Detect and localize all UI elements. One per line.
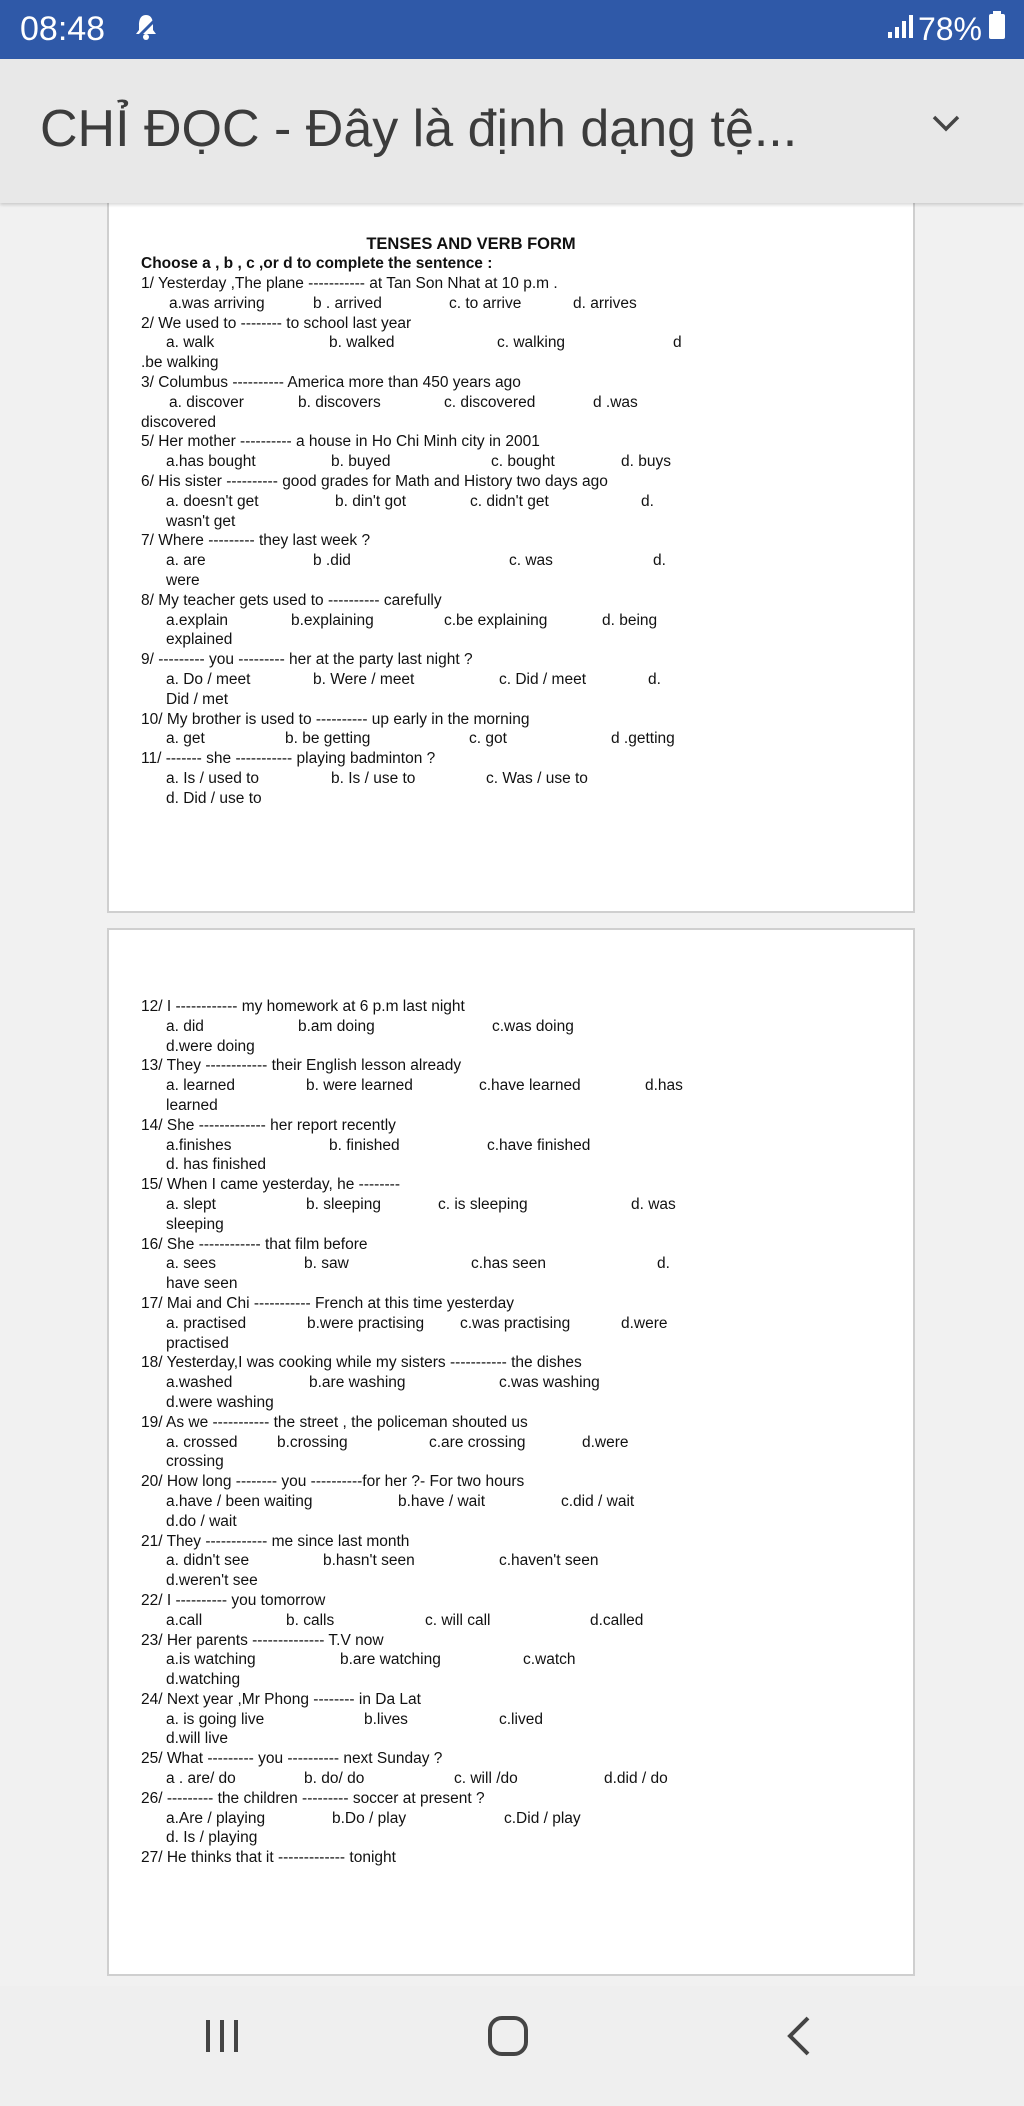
answer-option: b.Do / play — [332, 1809, 407, 1827]
answer-option: b. Is / use to — [331, 769, 416, 787]
answer-option: d — [673, 334, 682, 352]
question-text: 6/ His sister ---------- good grades for Math and History two days ago — [141, 472, 608, 490]
answer-option: a. get — [166, 730, 205, 748]
answer-options — [141, 1136, 801, 1156]
answer-options — [141, 551, 801, 571]
answer-option: c. got — [469, 730, 507, 748]
question-text: 7/ Where --------- they last week ? — [141, 532, 371, 550]
answer-option: d. arrives — [573, 294, 637, 312]
answer-option: a.is watching — [166, 1651, 256, 1669]
answer-option: d. — [653, 552, 666, 570]
answer-option: d.were — [621, 1314, 668, 1332]
answer-option-wrapped: practised — [166, 1334, 229, 1352]
home-button[interactable] — [486, 2014, 530, 2063]
answer-option: c. will /do — [454, 1770, 518, 1788]
answer-option: b.were practising — [307, 1314, 425, 1332]
answer-option-wrapped: crossing — [166, 1453, 224, 1471]
answer-option: b. buyed — [331, 453, 391, 471]
answer-option: b. calls — [286, 1611, 335, 1629]
answer-options — [141, 1373, 801, 1393]
question-text: 3/ Columbus ---------- America more than 450 years ago — [141, 373, 521, 391]
answer-options — [141, 393, 801, 413]
question-text: 11/ ------- she ----------- playing badminton ? — [141, 750, 436, 768]
answer-option: c. discovered — [444, 393, 536, 411]
answer-option: c.Did / play — [504, 1809, 581, 1827]
answer-option: a. Is / used to — [166, 769, 260, 787]
recent-apps-button[interactable] — [200, 2014, 244, 2063]
answer-option: c. was — [509, 552, 553, 570]
answer-options — [141, 1769, 801, 1789]
answer-options — [141, 1650, 801, 1670]
answer-option-wrapped: wasn't get — [166, 512, 236, 530]
answer-option: b . arrived — [313, 294, 382, 312]
answer-option: b.am doing — [298, 1017, 375, 1035]
question-text: 27/ He thinks that it ------------- tonight — [141, 1849, 396, 1867]
answer-option: c. didn't get — [470, 492, 549, 510]
answer-option-wrapped: d.were doing — [166, 1037, 255, 1055]
answer-option: d.has — [645, 1077, 683, 1095]
question-text: 16/ She ------------ that film before — [141, 1235, 368, 1253]
answer-option-wrapped: d.weren't see — [166, 1572, 258, 1590]
answer-option-wrapped: d. Is / playing — [166, 1829, 258, 1847]
answer-option: a.call — [166, 1611, 203, 1629]
answer-option: c.are crossing — [429, 1433, 526, 1451]
answer-options — [141, 670, 801, 690]
answer-option: b. walked — [329, 334, 395, 352]
answer-option-wrapped: sleeping — [166, 1215, 224, 1233]
navigation-bar — [0, 1986, 1024, 2106]
answer-option: a. didn't see — [166, 1552, 250, 1570]
answer-options — [141, 1611, 801, 1631]
answer-options — [141, 1551, 801, 1571]
answer-options — [141, 729, 801, 749]
answer-option-wrapped: d.were washing — [166, 1393, 274, 1411]
answer-option-wrapped: d.will live — [166, 1730, 229, 1748]
silent-mode-icon — [133, 13, 159, 48]
answer-option: c.did / wait — [561, 1492, 635, 1510]
answer-option-wrapped: d. has finished — [166, 1156, 266, 1174]
answer-option: b. do/ do — [304, 1770, 365, 1788]
answer-option: c.was washing — [499, 1374, 600, 1392]
answer-option: d.called — [590, 1611, 644, 1629]
question-text: 13/ They ------------ their English lesson already — [141, 1057, 462, 1075]
answer-options — [141, 1492, 801, 1512]
answer-option: c. is sleeping — [438, 1195, 528, 1213]
answer-option: b.are watching — [340, 1651, 441, 1669]
answer-option: a.has bought — [166, 453, 256, 471]
answer-option: a. practised — [166, 1314, 247, 1332]
answer-option-wrapped: were — [166, 571, 200, 589]
question-text: 20/ How long -------- you ----------for her ?- For two hours — [141, 1473, 525, 1491]
answer-option: a.was arriving — [169, 294, 265, 312]
answer-option: b.crossing — [277, 1433, 348, 1451]
document-title: CHỈ ĐỌC - Đây là định dạng tệ... — [40, 100, 798, 158]
question-text: 19/ As we ----------- the street , the policeman shouted us — [141, 1413, 528, 1431]
answer-option: a. Do / meet — [166, 670, 251, 688]
status-bar — [0, 0, 1024, 59]
answer-option: c. walking — [497, 334, 566, 352]
question-text: 1/ Yesterday ,The plane ----------- at Tan Son Nhat at 10 p.m . — [141, 275, 558, 292]
answer-option: c.watch — [523, 1651, 576, 1669]
answer-options — [141, 492, 801, 512]
answer-options — [141, 1195, 801, 1215]
answer-option: a . are/ do — [166, 1770, 236, 1788]
answer-option: c.was practising — [460, 1314, 571, 1332]
question-text: 5/ Her mother ---------- a house in Ho Chi Minh city in 2001 — [141, 433, 540, 451]
answer-option: b.are washing — [309, 1374, 406, 1392]
answer-option-wrapped: explained — [166, 631, 233, 649]
answer-option: c.lived — [499, 1710, 543, 1728]
doc-heading: TENSES AND VERB FORM — [366, 235, 576, 253]
question-text: 18/ Yesterday,I was cooking while my sisters ----------- the dishes — [141, 1354, 582, 1372]
battery-icon — [988, 10, 1006, 48]
answer-option: c. to arrive — [449, 294, 522, 312]
answer-option: b. be getting — [285, 730, 371, 748]
answer-option: d. — [648, 670, 661, 688]
answer-option: d. — [641, 492, 654, 510]
answer-option: c.has seen — [471, 1255, 546, 1273]
question-text: 17/ Mai and Chi ----------- French at this time yesterday — [141, 1294, 514, 1312]
answer-option: b. finished — [329, 1136, 400, 1154]
app-bar — [0, 59, 1024, 203]
answer-option: b. sleeping — [306, 1195, 381, 1213]
answer-option-wrapped: d.watching — [166, 1671, 241, 1689]
answer-option-wrapped: Did / met — [166, 690, 229, 708]
answer-option: b.hasn't seen — [323, 1552, 415, 1570]
answer-option: b.have / wait — [398, 1492, 486, 1510]
answer-option: d.were — [582, 1433, 629, 1451]
answer-option: b. were learned — [306, 1077, 413, 1095]
answer-option-wrapped: learned — [166, 1096, 218, 1114]
answer-option: a. are — [166, 552, 206, 570]
answer-option-wrapped: d.do / wait — [166, 1512, 237, 1530]
answer-option: c. Did / meet — [499, 670, 586, 688]
answer-option: a. crossed — [166, 1433, 238, 1451]
chevron-down-icon[interactable] — [928, 111, 964, 140]
answer-options — [141, 1433, 801, 1453]
answer-options — [141, 1254, 801, 1274]
back-button[interactable] — [778, 2014, 822, 2063]
answer-option: b. saw — [304, 1255, 349, 1273]
answer-option: c.have learned — [479, 1077, 581, 1095]
battery-percent: 78% — [917, 10, 982, 47]
answer-option-wrapped: .be walking — [141, 354, 219, 372]
answer-option: a.finishes — [166, 1136, 232, 1154]
page-2-content — [141, 997, 801, 1868]
answer-option: a. learned — [166, 1077, 235, 1095]
signal-icon — [886, 11, 914, 48]
answer-option: b. discovers — [298, 393, 381, 411]
answer-option: c.have finished — [487, 1136, 591, 1154]
question-text: 24/ Next year ,Mr Phong -------- in Da Lat — [141, 1690, 421, 1708]
question-text: 15/ When I came yesterday, he -------- — [141, 1176, 400, 1194]
answer-option: a. is going live — [166, 1710, 265, 1728]
answer-option: d. buys — [621, 453, 671, 471]
answer-option: b .did — [313, 552, 351, 570]
answer-option: c.haven't seen — [499, 1552, 599, 1570]
answer-option: c.was doing — [492, 1017, 574, 1035]
question-text: 23/ Her parents -------------- T.V now — [141, 1631, 384, 1649]
answer-option: a.explain — [166, 611, 229, 629]
question-text: 8/ My teacher gets used to ---------- carefully — [141, 591, 442, 609]
answer-option: b. din't got — [335, 492, 407, 510]
answer-option-wrapped: have seen — [166, 1275, 238, 1293]
answer-option: c. will call — [425, 1611, 491, 1629]
answer-option: a.washed — [166, 1374, 233, 1392]
answer-option: c. bought — [491, 453, 555, 471]
answer-option: a.have / been waiting — [166, 1492, 313, 1510]
answer-option: a.Are / playing — [166, 1809, 266, 1827]
question-text: 21/ They ------------ me since last month — [141, 1532, 410, 1550]
answer-options — [141, 611, 801, 631]
answer-option: a. sees — [166, 1255, 216, 1273]
answer-option-wrapped: discovered — [141, 413, 216, 431]
answer-option: b.explaining — [291, 611, 374, 629]
answer-option: a. doesn't get — [166, 492, 259, 510]
answer-option: a. discover — [169, 393, 244, 411]
answer-options — [141, 1710, 801, 1730]
answer-option: d .getting — [611, 730, 675, 748]
question-text: 9/ --------- you --------- her at the party last night ? — [141, 651, 473, 669]
answer-options — [141, 1314, 801, 1334]
answer-option: a. slept — [166, 1195, 216, 1213]
answer-option: b. Were / meet — [313, 670, 415, 688]
answer-option: a. walk — [166, 334, 215, 352]
question-text: 10/ My brother is used to ---------- up early in the morning — [141, 710, 530, 728]
question-text: 25/ What --------- you ---------- next Sunday ? — [141, 1750, 443, 1768]
question-text: 12/ I ------------ my homework at 6 p.m last night — [141, 998, 465, 1015]
answer-options — [141, 294, 801, 314]
doc-instruction: Choose a , b , c ,or d to complete the sentence : — [141, 255, 493, 272]
question-text: 26/ --------- the children --------- soccer at present ? — [141, 1789, 485, 1807]
answer-option: d.did / do — [604, 1770, 668, 1788]
answer-options — [141, 333, 801, 353]
answer-option: d .was — [593, 393, 638, 411]
answer-options — [141, 1809, 801, 1829]
question-text: 2/ We used to -------- to school last year — [141, 314, 412, 332]
answer-option: c. Was / use to — [486, 769, 588, 787]
answer-option: d. — [657, 1255, 670, 1273]
answer-option: c.be explaining — [444, 611, 548, 629]
question-text: 14/ She ------------- her report recently — [141, 1116, 396, 1134]
status-time: 08:48 — [20, 10, 106, 48]
answer-option: a. did — [166, 1017, 204, 1035]
answer-options — [141, 769, 801, 789]
question-text: 22/ I ---------- you tomorrow — [141, 1591, 326, 1609]
answer-options — [141, 452, 801, 472]
answer-option: d. was — [631, 1195, 676, 1213]
answer-options — [141, 1017, 801, 1037]
answer-option-wrapped: d. Did / use to — [166, 789, 262, 807]
page-1-content — [141, 234, 801, 809]
answer-option: d. being — [602, 611, 658, 629]
answer-options — [141, 1076, 801, 1096]
answer-option: b.lives — [364, 1710, 408, 1728]
